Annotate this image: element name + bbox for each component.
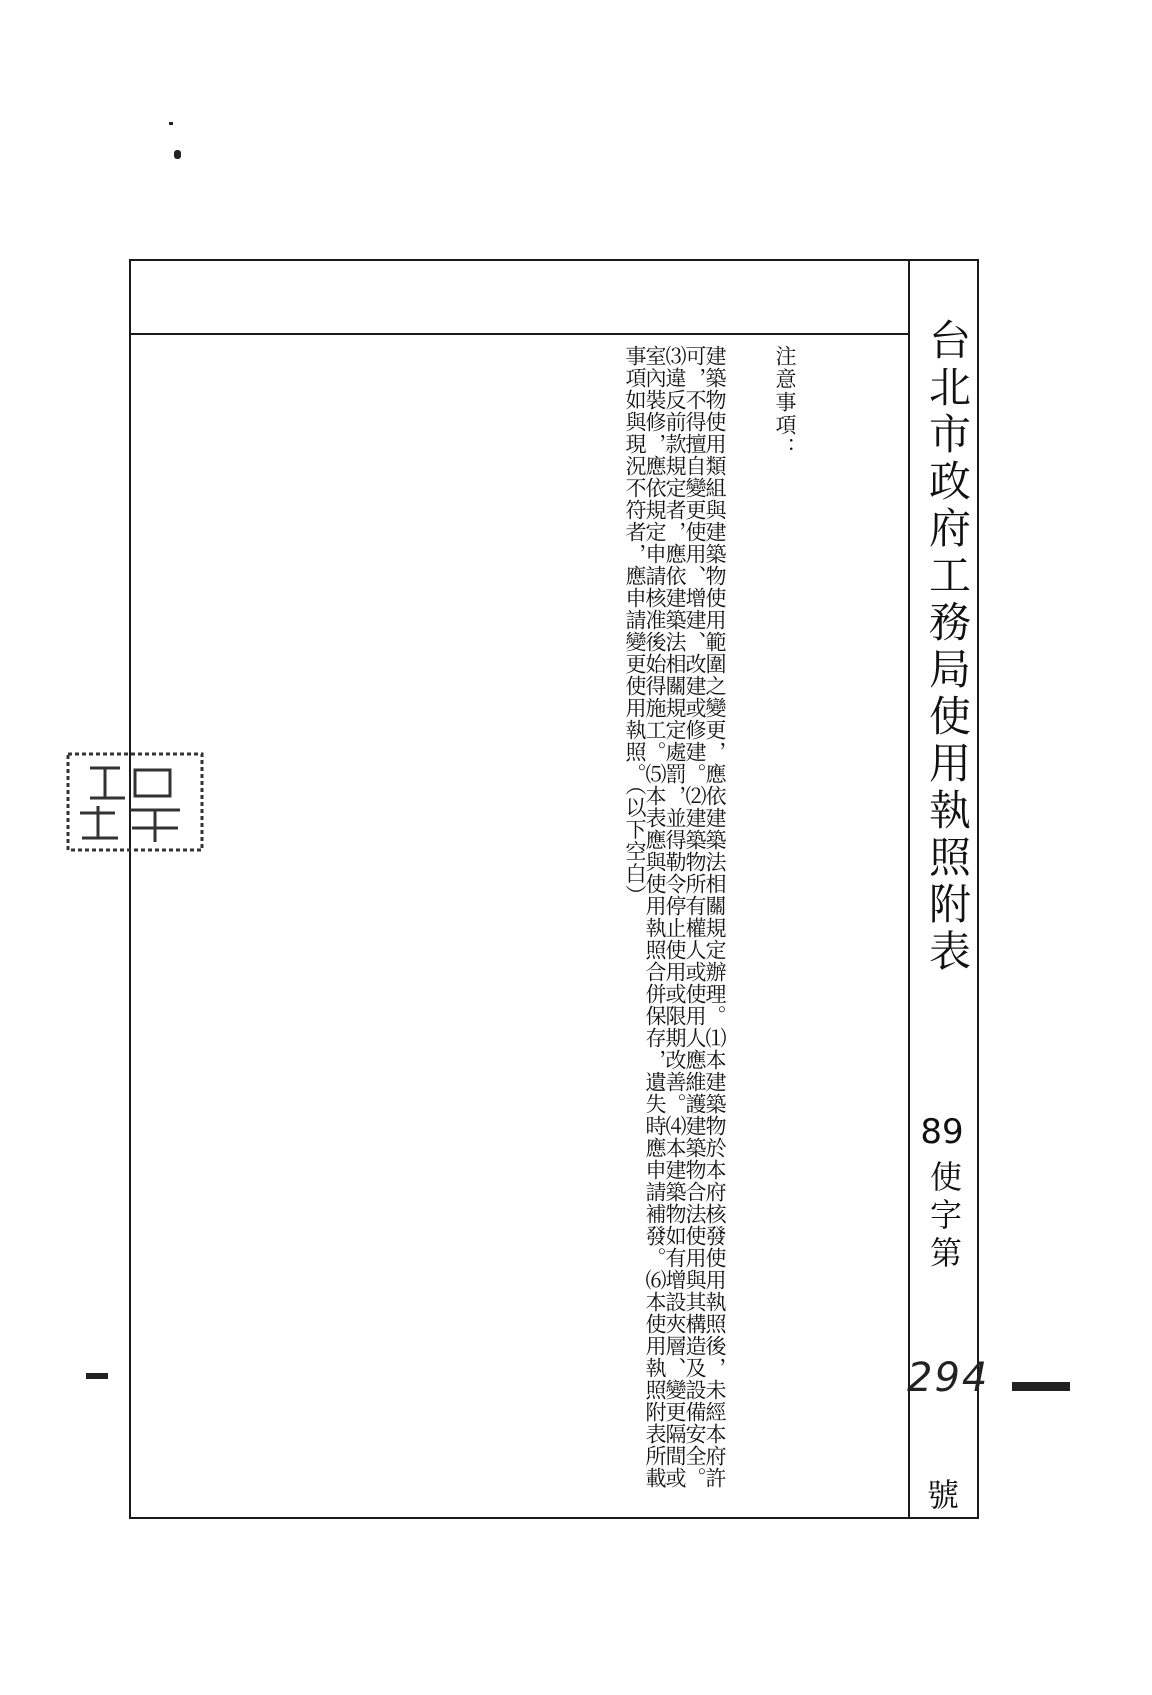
header-divider [129,333,909,335]
license-suffix: 號 [927,1476,960,1514]
title-column-divider [908,259,910,1519]
scan-speck [169,122,173,125]
page-title: 台北市政府工務局使用執照附表 [923,318,972,976]
license-type-chars: 使字第 [925,1160,963,1274]
scan-speck [174,150,181,159]
notes-heading: 注意事項： [773,345,797,460]
license-number-handwritten: 294 [907,1355,990,1401]
seal-stamp [60,748,210,856]
notes-body: 建築物使用類組與建築物使用範圍之變更，應依建築法相關規定辦理。⑴本建築物於本府核發使用執照後，未經本府許可，不得擅自變更使用、增建、改建或修建。⑵建築物所有權人或使用人應維護建築物合法使用與其構造及設備安全。⑶違反前款規定者，應依建築法相關規定處罰，並得勒令停止使用或限期改善。⑷本建築物如有增設夾層、變更隔間或室內裝修，應依規定申請核准後始得施工。⑸本表應與使用執照合併保存，遺失時應申請補發。⑹本使用執照附表所載事項如與現況不符者，應申請變更使用執照。（以下空白） [623,345,727,1489]
scan-speck [1012,1382,1070,1391]
form-border [129,259,979,1519]
scan-speck [86,1373,108,1379]
license-year: 89 [920,1112,964,1152]
